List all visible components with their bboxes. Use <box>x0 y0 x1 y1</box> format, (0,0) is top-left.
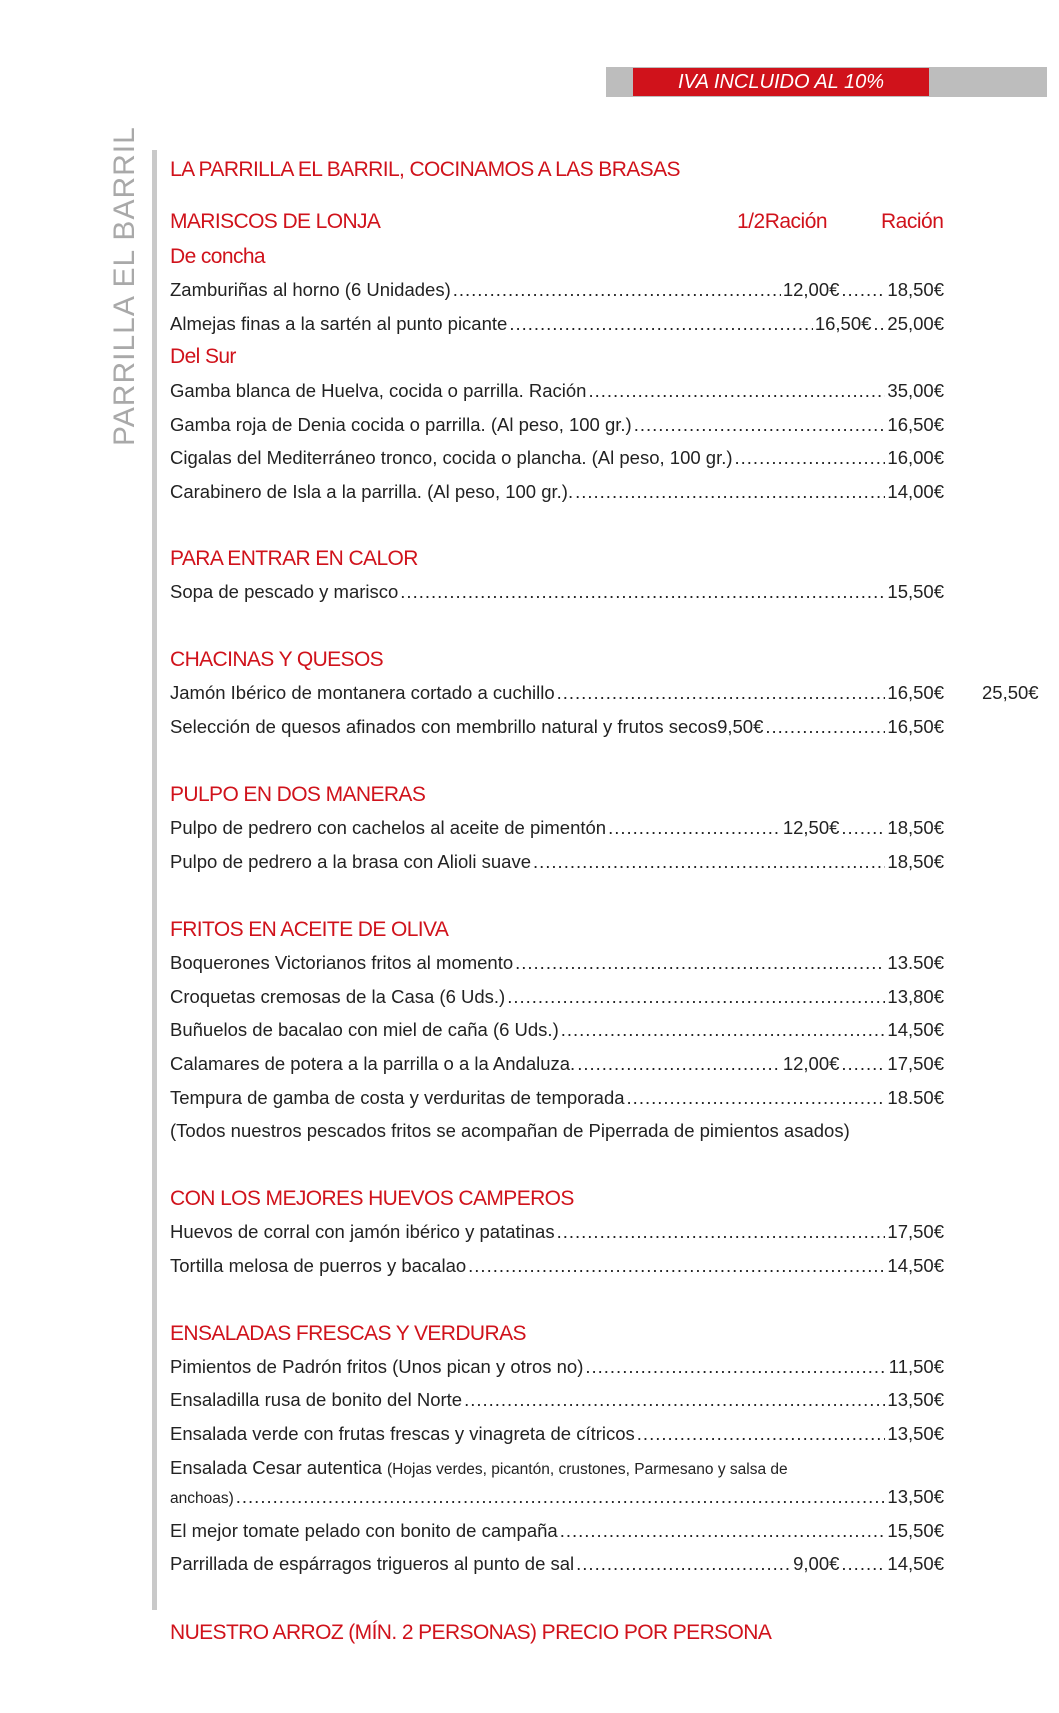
leader-dots <box>841 1053 885 1075</box>
leader-dots <box>841 1553 885 1575</box>
menu-item <box>170 414 944 436</box>
leader-dots <box>507 986 885 1008</box>
item-name: Gamba blanca de Huelva, cocida o parrilla. Ración <box>170 380 587 401</box>
leader-dots <box>577 1053 781 1075</box>
leader-dots <box>236 1486 886 1508</box>
item-extra-price: 25,50€ <box>982 682 1039 703</box>
leader-dots <box>453 279 781 301</box>
subsection-title-sur: Del Sur <box>170 345 236 368</box>
item-name: Almejas finas a la sartén al punto picante <box>170 313 508 334</box>
item-name: Gamba roja de Denia cocida o parrilla. (Al peso, 100 gr.) <box>170 414 632 435</box>
iva-banner: IVA INCLUIDO AL 10% <box>633 68 929 96</box>
leader-dots <box>588 380 885 402</box>
leader-dots <box>557 682 886 704</box>
leader-dots <box>464 1389 885 1411</box>
item-half-price: 9,50€ <box>717 716 764 737</box>
item-price: 18,50€ <box>887 279 944 300</box>
menu-item <box>170 1221 944 1243</box>
menu-item <box>170 313 944 335</box>
item-price: 17,50€ <box>887 1221 944 1242</box>
leader-dots <box>585 1356 886 1378</box>
item-price: 35,00€ <box>887 380 944 401</box>
column-header-half: 1/2Ración <box>737 210 828 233</box>
subsection-title-concha: De concha <box>170 245 265 268</box>
item-half-price: 12,00€ <box>782 1053 840 1074</box>
leader-dots <box>557 1221 886 1243</box>
item-price: 13,50€ <box>887 1423 944 1444</box>
item-price: 15,50€ <box>887 1520 944 1541</box>
leader-dots <box>765 716 885 738</box>
item-half-price: 9,00€ <box>793 1553 840 1574</box>
section-title-huevos: CON LOS MEJORES HUEVOS CAMPEROS <box>170 1187 574 1210</box>
menu-item <box>170 1255 944 1277</box>
item-price: 18,50€ <box>887 851 944 872</box>
item-price: 17,50€ <box>887 1053 944 1074</box>
item-price: 14,50€ <box>887 1255 944 1276</box>
section-title-fritos: FRITOS EN ACEITE DE OLIVA <box>170 918 449 941</box>
leader-dots <box>608 817 781 839</box>
item-half-price: 16,50€ <box>814 313 872 334</box>
item-name: Ensalada verde con frutas frescas y vinagreta de cítricos <box>170 1423 635 1444</box>
leader-dots <box>515 952 885 974</box>
item-name: Boquerones Victorianos fritos al momento <box>170 952 514 973</box>
item-name: Pimientos de Padrón fritos (Unos pican y otros no) <box>170 1356 584 1377</box>
menu-item <box>170 380 944 402</box>
item-name: Zamburiñas al horno (6 Unidades) <box>170 279 451 300</box>
section-title-chacinas: CHACINAS Y QUESOS <box>170 648 384 671</box>
menu-item <box>170 952 944 974</box>
item-price: 14,50€ <box>887 1553 944 1574</box>
leader-dots <box>509 313 813 335</box>
item-price: 18.50€ <box>887 1087 944 1108</box>
section-title-mariscos: MARISCOS DE LONJA <box>170 210 381 233</box>
menu-item <box>170 716 944 738</box>
item-name: El mejor tomate pelado con bonito de campaña <box>170 1520 558 1541</box>
menu-item <box>170 447 944 469</box>
menu-item <box>170 851 944 873</box>
menu-item <box>170 1087 944 1109</box>
item-half-price: 12,50€ <box>782 817 840 838</box>
item-price: 15,50€ <box>887 581 944 602</box>
section-title-ensaladas: ENSALADAS FRESCAS Y VERDURAS <box>170 1322 526 1345</box>
item-price: 13,50€ <box>887 1486 944 1507</box>
item-price: 16,50€ <box>887 414 944 435</box>
item-name: Ensalada Cesar autentica <box>170 1457 382 1478</box>
menu-item <box>170 1356 944 1378</box>
menu-item <box>170 986 944 1008</box>
menu-item <box>170 1520 944 1542</box>
section-title-calor: PARA ENTRAR EN CALOR <box>170 547 418 570</box>
item-detail-continued: anchoas) <box>170 1490 234 1507</box>
item-detail: (Hojas verdes, picantón, crustones, Parmesano y salsa de <box>387 1461 788 1478</box>
section-title-arroz: NUESTRO ARROZ (MÍN. 2 PERSONAS) PRECIO POR PERSONA <box>170 1621 772 1644</box>
side-divider <box>152 150 157 1610</box>
item-name: Calamares de potera a la parrilla o a la Andaluza. <box>170 1053 576 1074</box>
item-name: Croquetas cremosas de la Casa (6 Uds.) <box>170 986 506 1007</box>
item-name: Parrillada de espárragos trigueros al punto de sal <box>170 1553 575 1574</box>
leader-dots <box>533 851 885 873</box>
leader-dots <box>400 581 885 603</box>
item-price: 13.50€ <box>887 952 944 973</box>
item-price: 11,50€ <box>888 1356 944 1377</box>
item-name: Jamón Ibérico de montanera cortado a cuchillo <box>170 682 555 703</box>
side-label: PARRILLA EL BARRIL <box>108 126 141 446</box>
column-header-full: Ración <box>881 210 944 233</box>
item-name: Sopa de pescado y marisco <box>170 581 399 602</box>
menu-item <box>170 279 944 301</box>
menu-item <box>170 1053 944 1075</box>
item-price: 16,50€ <box>887 716 944 737</box>
menu-headline: LA PARRILLA EL BARRIL, COCINAMOS A LAS BRASAS <box>170 158 680 181</box>
leader-dots <box>735 447 886 469</box>
item-price: 13,80€ <box>887 986 944 1007</box>
leader-dots <box>841 817 885 839</box>
leader-dots <box>560 1520 886 1542</box>
leader-dots <box>637 1423 886 1445</box>
item-name: Pulpo de pedrero a la brasa con Alioli suave <box>170 851 531 872</box>
item-name: Selección de quesos afinados con membrillo natural y frutos secos <box>170 716 718 737</box>
menu-item <box>170 1423 944 1445</box>
item-name: Tortilla melosa de puerros y bacalao <box>170 1255 467 1276</box>
item-price: 14,00€ <box>887 481 944 502</box>
item-price: 25,00€ <box>887 313 944 334</box>
menu-item <box>170 1019 944 1041</box>
item-price: 16,00€ <box>887 447 944 468</box>
section-title-pulpo: PULPO EN DOS MANERAS <box>170 783 426 806</box>
item-name: Tempura de gamba de costa y verduritas de temporada <box>170 1087 625 1108</box>
menu-item <box>170 1486 944 1508</box>
item-price: 16,50€ <box>887 682 944 703</box>
item-half-price: 12,00€ <box>782 279 840 300</box>
item-name: Pulpo de pedrero con cachelos al aceite de pimentón <box>170 817 607 838</box>
item-price: 13,50€ <box>887 1389 944 1410</box>
item-name: Carabinero de Isla a la parrilla. (Al peso, 100 gr.). <box>170 481 574 502</box>
leader-dots <box>561 1019 886 1041</box>
item-name: Cigalas del Mediterráneo tronco, cocida o plancha. (Al peso, 100 gr.) <box>170 447 733 468</box>
leader-dots <box>627 1087 886 1109</box>
item-price: 18,50€ <box>887 817 944 838</box>
menu-item <box>170 1553 944 1575</box>
menu-item <box>170 581 944 603</box>
leader-dots <box>841 279 885 301</box>
leader-dots <box>576 1553 791 1575</box>
item-price: 14,50€ <box>887 1019 944 1040</box>
leader-dots <box>873 313 885 335</box>
item-name: Ensaladilla rusa de bonito del Norte <box>170 1389 463 1410</box>
menu-item <box>170 481 944 503</box>
leader-dots <box>468 1255 885 1277</box>
leader-dots <box>575 481 885 503</box>
item-name: Huevos de corral con jamón ibérico y patatinas <box>170 1221 555 1242</box>
item-name: Buñuelos de bacalao con miel de caña (6 Uds.) <box>170 1019 559 1040</box>
menu-item <box>170 682 944 704</box>
leader-dots <box>634 414 886 436</box>
fritos-note: (Todos nuestros pescados fritos se acompañan de Piperrada de pimientos asados) <box>170 1120 850 1141</box>
menu-item <box>170 817 944 839</box>
menu-item-first-line <box>170 1457 788 1479</box>
menu-item <box>170 1389 944 1411</box>
